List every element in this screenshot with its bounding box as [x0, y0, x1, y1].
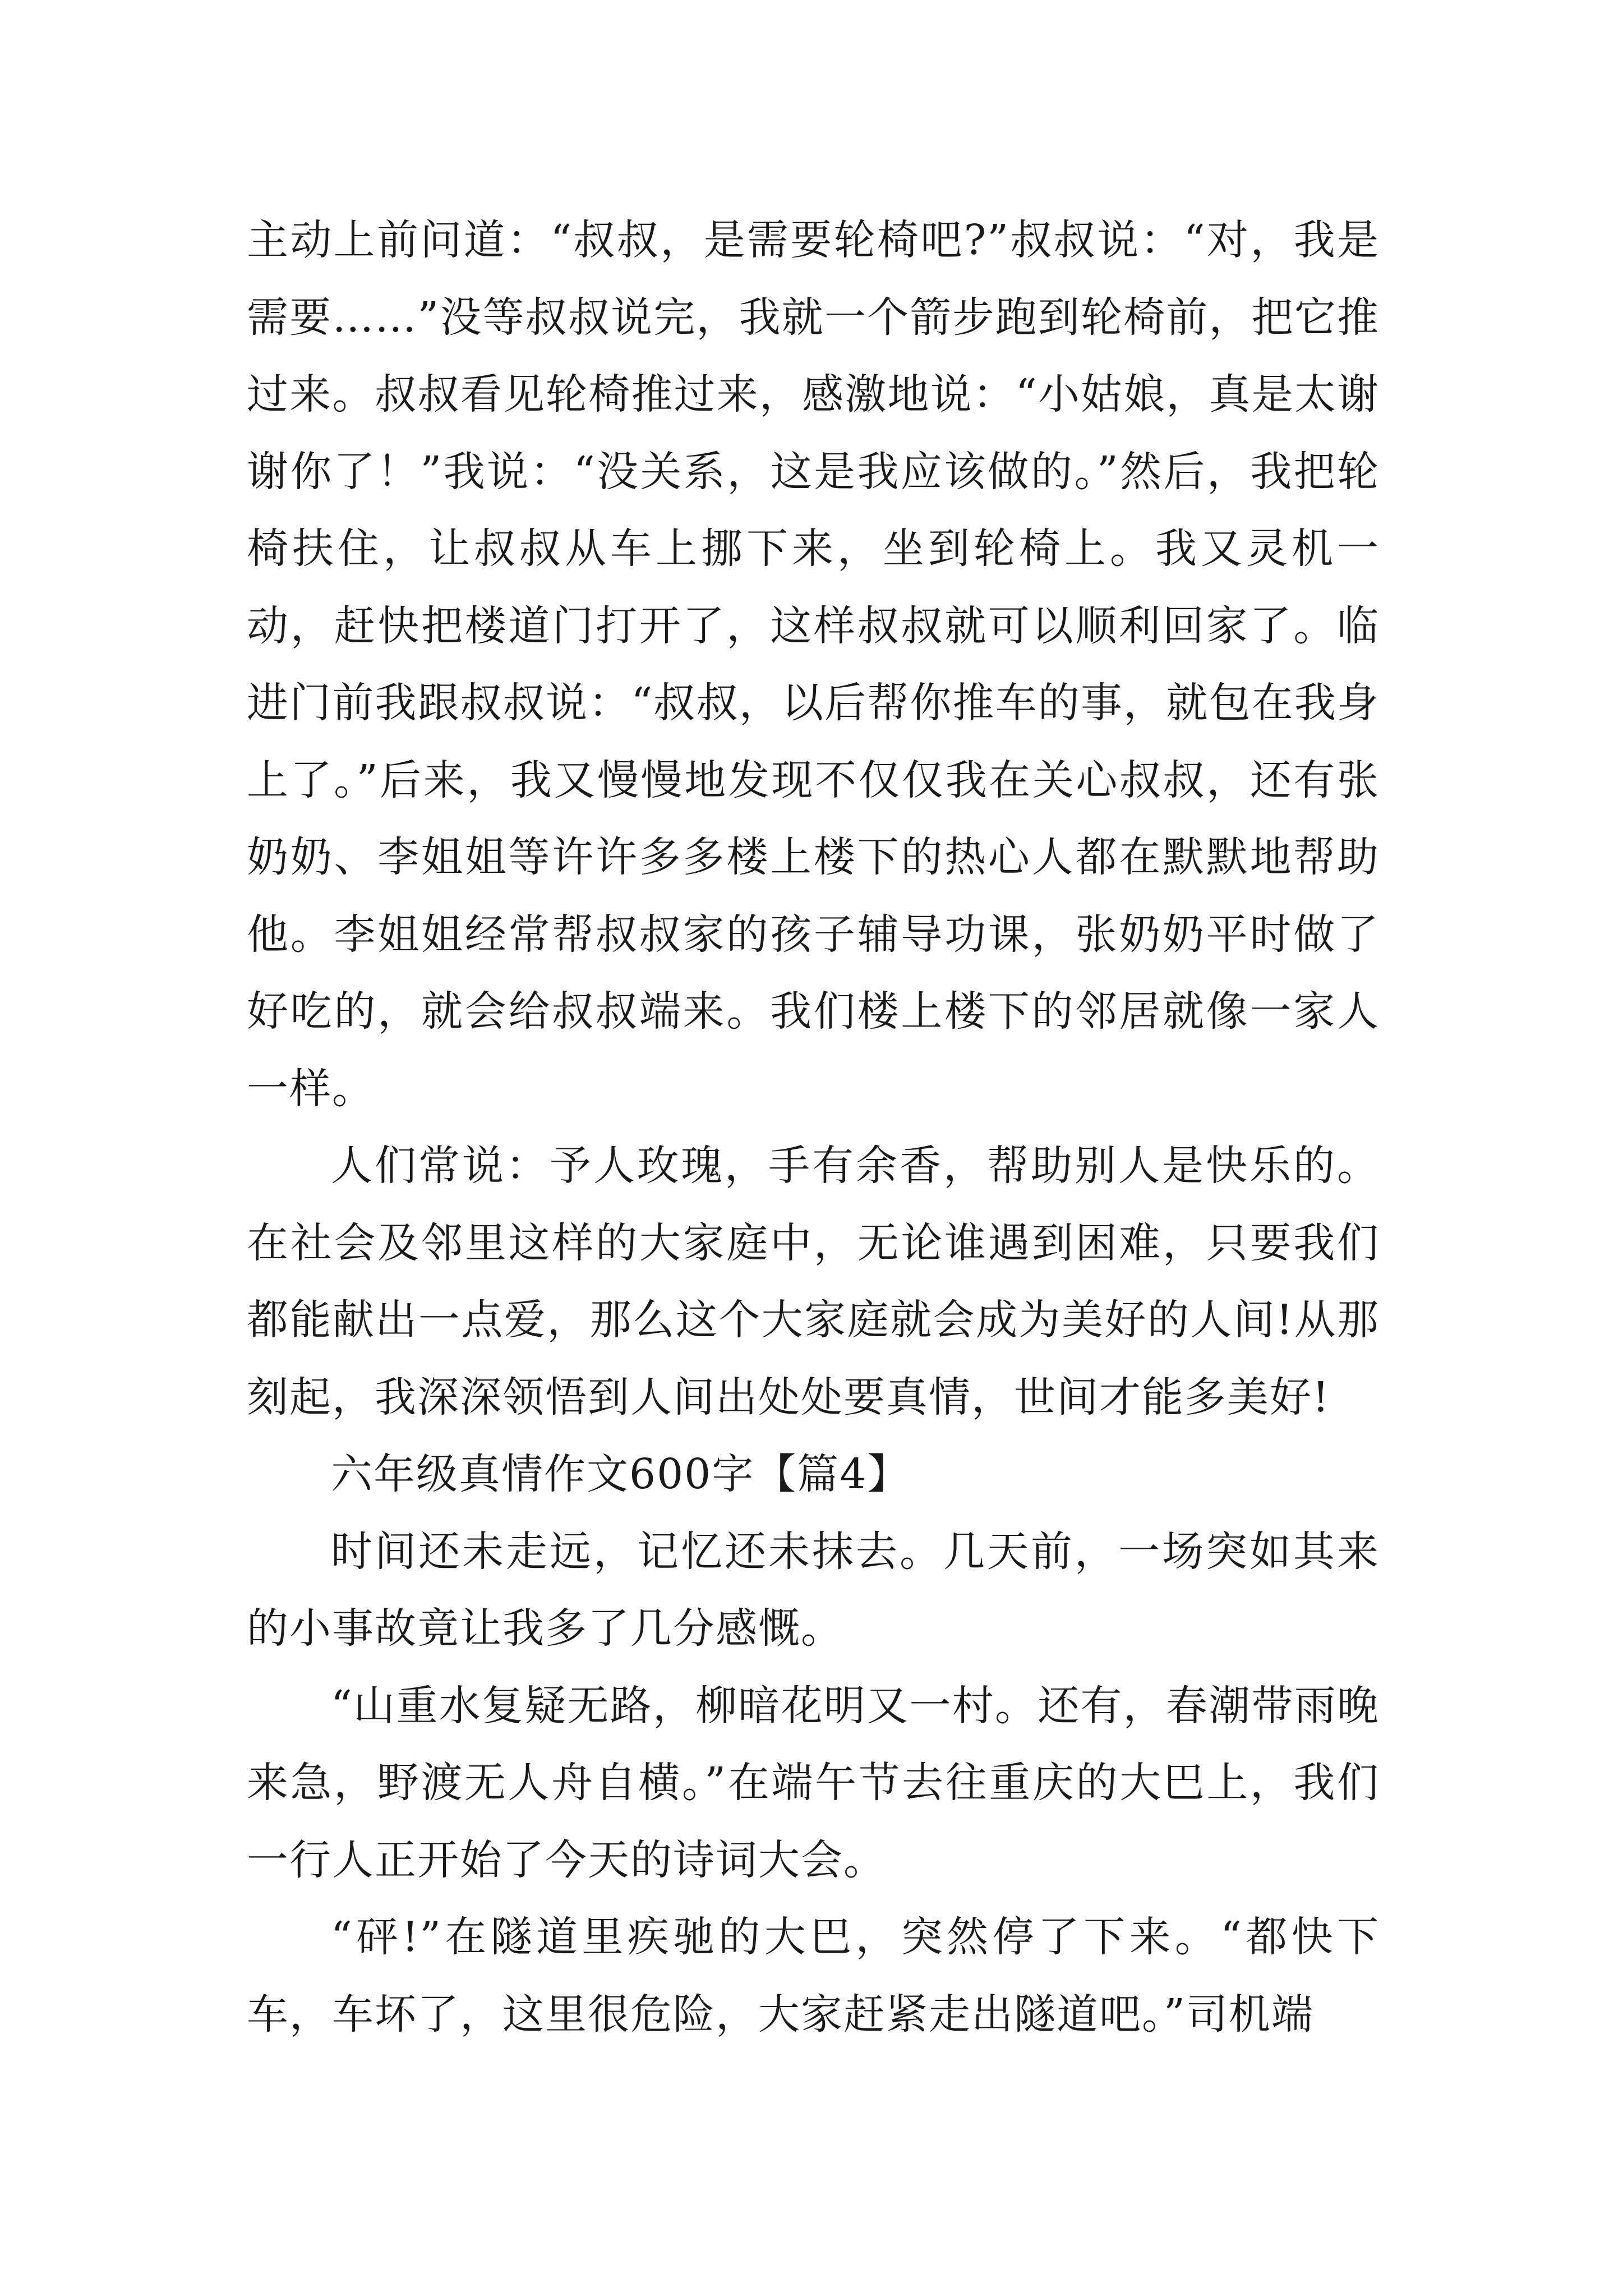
paragraph-4: “山重水复疑无路，柳暗花明又一村。还有，春潮带雨晚来急，野渡无人舟自横。”在端午节去往重庆的大巴上，我们一行人正开始了今天的诗词大会。: [247, 1681, 1380, 1884]
paragraph-3: 时间还未走远，记忆还未抹去。几天前，一场突如其来的小事故竟让我多了几分感慨。: [247, 1527, 1380, 1653]
section-heading: 六年级真情作文600字【篇4】: [331, 1450, 910, 1498]
paragraph-5: “砰!”在隧道里疾驰的大巴，突然停了下来。“都快下车，车坏了，这里很危险，大家赶紧走出隧道吧。”司机端: [247, 1913, 1380, 2039]
document-body: [247, 202, 1380, 2053]
paragraph-2: 人们常说：予人玫瑰，手有余香，帮助别人是快乐的。在社会及邻里这样的大家庭中，无论谁遇到困难，只要我们都能献出一点爱，那么这个大家庭就会成为美好的人间!从那刻起，我深深领悟到人间出处处要真情，世间才能多美好!: [247, 1142, 1380, 1421]
paragraph-1: 主动上前问道：“叔叔，是需要轮椅吧?”叔叔说：“对，我是需要……”没等叔叔说完，我就一个箭步跑到轮椅前，把它推过来。叔叔看见轮椅推过来，感激地说：“小姑娘，真是太谢谢你了！”我说：“没关系，这是我应该做的。”然后，我把轮椅扶住，让叔叔从车上挪下来，坐到轮椅上。我又灵机一动，赶快把楼道门打开了，这样叔叔就可以顺利回家了。临进门前我跟叔叔说：“叔叔，以后帮你推车的事，就包在我身上了。”后来，我又慢慢地发现不仅仅我在关心叔叔，还有张奶奶、李姐姐等许许多多楼上楼下的热心人都在默默地帮助他。李姐姐经常帮叔叔家的孩子辅导功课，张奶奶平时做了好吃的，就会给叔叔端来。我们楼上楼下的邻居就像一家人一样。: [247, 216, 1380, 1113]
